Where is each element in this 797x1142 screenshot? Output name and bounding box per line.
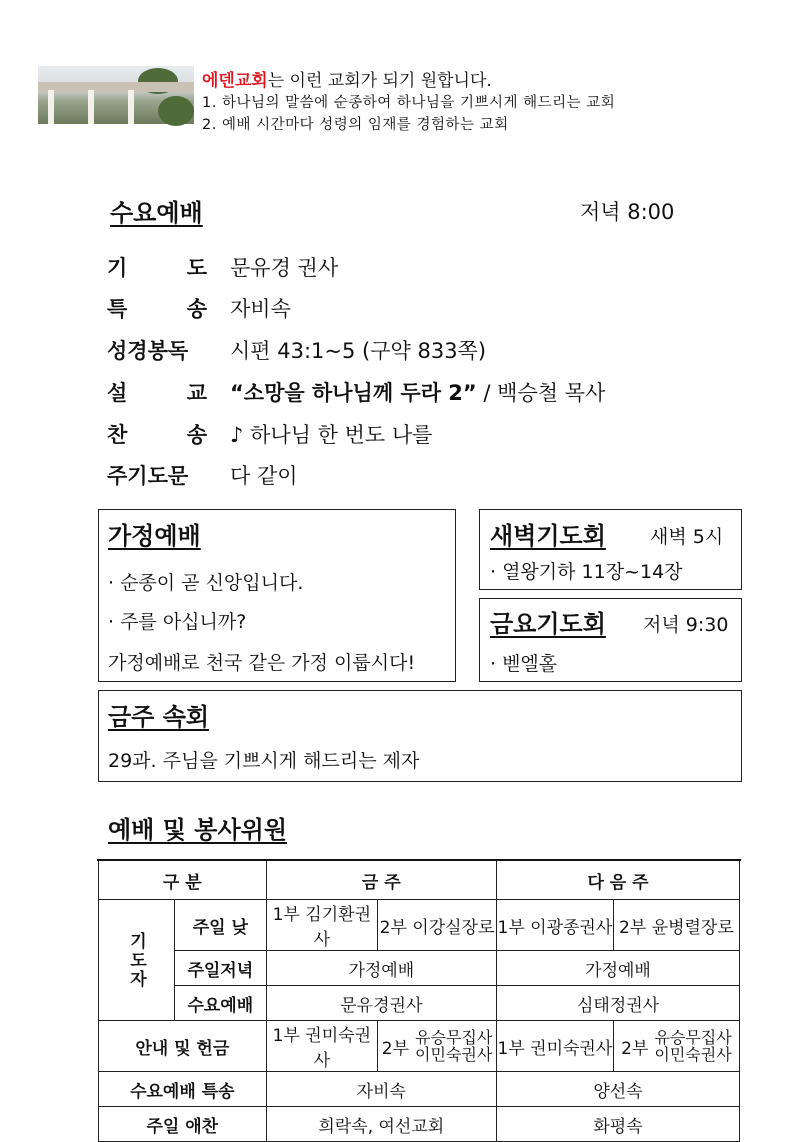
usher-this-2-name: 이민숙권사	[415, 1045, 493, 1064]
table-row	[99, 900, 740, 951]
usher-this-1: 1부 권미숙권사	[266, 1021, 377, 1072]
dawn-prayer-title: 새벽기도회	[490, 522, 606, 550]
row-label-hymn	[107, 419, 207, 449]
family-worship-title: 가정예배	[108, 522, 201, 550]
usher-this-2	[378, 1021, 497, 1072]
row-value-lords-prayer: 다 같이	[230, 464, 298, 488]
special-song-label: 수요예배 특송	[99, 1072, 267, 1107]
label-char: 도	[186, 256, 207, 280]
cell-meeting-title: 금주 속회	[108, 703, 210, 731]
head-this-week: 금 주	[266, 861, 496, 900]
church-name: 에덴교회	[202, 71, 268, 91]
usher-label: 안내 및 헌금	[99, 1021, 267, 1072]
lunch-this: 희락속, 여선교회	[266, 1107, 496, 1142]
table-row	[99, 861, 740, 900]
row-label-sermon	[107, 377, 207, 407]
family-worship-line-2: · 주를 아십니까?	[108, 611, 247, 633]
label-text: 성경봉독	[107, 339, 189, 363]
prayer-sunday-next-2: 2부 윤병렬장로	[613, 900, 739, 951]
goal-2: 2. 예배 시간마다 성령의 임재를 경험하는 교회	[202, 117, 509, 133]
label-char: 설	[107, 381, 128, 405]
prayer-sunday-next-1: 1부 이광종권사	[497, 900, 614, 951]
prayer-wednesday-this: 문유경권사	[266, 986, 496, 1021]
family-worship-line-1: · 순종이 곧 신앙입니다.	[108, 572, 304, 594]
special-song-next: 양선속	[497, 1072, 740, 1107]
usher-this-2-part: 2부	[381, 1038, 409, 1059]
row-value-prayer: 문유경 권사	[230, 256, 339, 280]
row-value-sermon	[230, 377, 605, 407]
friday-prayer-title: 금요기도회	[490, 610, 606, 638]
lunch-next: 화평속	[497, 1107, 740, 1142]
prayer-wednesday-label: 수요예배	[175, 986, 267, 1021]
family-worship-line-3: 가정예배로 천국 같은 가정 이룹시다!	[108, 652, 416, 674]
prayer-sunday-this-2: 2부 이강실장로	[378, 900, 497, 951]
label-char: 교	[186, 381, 207, 405]
usher-next-2	[613, 1021, 739, 1072]
row-label-prayer	[107, 252, 207, 282]
usher-next-1: 1부 권미숙권사	[497, 1021, 614, 1072]
dawn-prayer-box	[479, 509, 742, 590]
staff-table	[98, 860, 740, 1142]
usher-this-2-name: 유승무집사	[415, 1028, 493, 1047]
prayer-evening-label: 주일저녁	[175, 951, 267, 986]
goal-2-clip	[202, 113, 602, 133]
row-label-scripture	[107, 335, 207, 365]
goal-1: 1. 하나님의 말씀에 순종하여 하나님을 기쁘시게 해드리는 교회	[202, 95, 616, 111]
table-row	[99, 1072, 740, 1107]
prayer-evening-this: 가정예배	[266, 951, 496, 986]
usher-next-2-name: 이민숙권사	[654, 1045, 732, 1064]
label-char: 찬	[107, 423, 128, 447]
table-row	[99, 1107, 740, 1142]
staff-title: 예배 및 봉사위원	[108, 816, 287, 844]
usher-next-2-name: 유승무집사	[654, 1028, 732, 1047]
row-value-hymn: ♪ 하나님 한 번도 나를	[230, 423, 433, 447]
church-photo	[38, 66, 194, 124]
label-char: 기	[107, 256, 128, 280]
dawn-prayer-line: · 열왕기하 11장~14장	[490, 561, 683, 583]
friday-prayer-box	[479, 598, 742, 682]
friday-prayer-time: 저녁 9:30	[643, 614, 729, 636]
prayer-sunday-this-1: 1부 김기환권사	[266, 900, 377, 951]
prayer-evening-next: 가정예배	[497, 951, 740, 986]
church-intro	[202, 66, 492, 91]
prayer-wednesday-next: 심태정권사	[497, 986, 740, 1021]
row-value-scripture: 시편 43:1~5 (구약 833쪽)	[230, 339, 487, 363]
table-top-border	[97, 859, 741, 861]
family-worship-box	[98, 509, 456, 682]
head-next-week: 다 음 주	[497, 861, 740, 900]
friday-prayer-line: · 벧엘홀	[490, 653, 558, 675]
wednesday-title: 수요예배	[110, 199, 203, 227]
sermon-preacher: / 백승철 목사	[476, 381, 606, 405]
cell-meeting-line: 29과. 주님을 기쁘시게 해드리는 제자	[108, 750, 420, 772]
sermon-title: “소망을 하나님께 두라 2”	[230, 381, 477, 405]
table-row	[99, 986, 740, 1021]
label-text: 주기도문	[107, 464, 189, 488]
row-value-special-song: 자비속	[230, 297, 291, 321]
table-row	[99, 1021, 740, 1072]
row-label-lords-prayer	[107, 460, 207, 490]
table-row	[99, 951, 740, 986]
intro-text: 는 이런 교회가 되기 원합니다.	[267, 71, 492, 91]
wednesday-time: 저녁 8:00	[580, 200, 675, 224]
special-song-this: 자비속	[266, 1072, 496, 1107]
prayer-group-label: 기도자	[99, 900, 175, 1021]
usher-next-2-part: 2부	[621, 1038, 649, 1059]
dawn-prayer-time: 새벽 5시	[650, 526, 724, 548]
prayer-sunday-label: 주일 낮	[175, 900, 267, 951]
lunch-label: 주일 애찬	[99, 1107, 267, 1142]
label-char: 특	[107, 297, 128, 321]
row-label-special-song	[107, 293, 207, 323]
cell-meeting-box	[98, 690, 742, 782]
label-char: 송	[186, 297, 207, 321]
head-category: 구 분	[99, 861, 267, 900]
label-char: 송	[186, 423, 207, 447]
